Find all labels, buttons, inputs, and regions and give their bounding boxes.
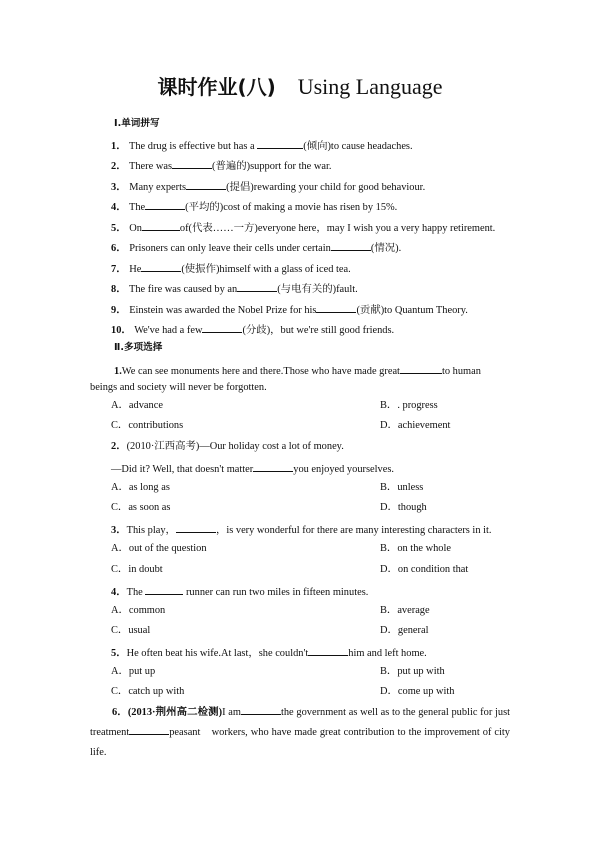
option-d[interactable]: D．achievement [380, 420, 451, 431]
option-a[interactable]: A．advance [111, 400, 163, 411]
item-text-after: (贡献)to Quantum Theory. [356, 305, 468, 316]
item-text-after: (提倡)rewarding your child for good behaviour. [226, 182, 426, 193]
option-c[interactable]: C．as soon as [111, 502, 171, 513]
item-text-before: We've had a few [134, 325, 203, 336]
item-text-before: On [129, 223, 142, 234]
item-text-before: He [129, 264, 142, 275]
option-b[interactable]: B．unless [380, 482, 424, 493]
answer-blank[interactable] [186, 178, 226, 190]
option-d[interactable]: D．come up with [380, 686, 455, 697]
question-text: This play， [126, 525, 176, 536]
answer-blank[interactable] [257, 137, 303, 149]
answer-blank[interactable] [176, 521, 216, 533]
option-c[interactable]: C．in doubt [111, 564, 163, 575]
mc-question-1-continued: beings and society will never be forgotten. [90, 382, 267, 393]
question-number: 1. [114, 366, 122, 377]
spelling-item-7 [111, 260, 351, 277]
title-chinese: 课时作业(八) [157, 75, 276, 99]
option-a[interactable]: A．out of the question [111, 543, 207, 554]
question-number: 2． [111, 441, 127, 452]
spelling-item-1 [111, 137, 413, 154]
option-b[interactable]: B．on the whole [380, 543, 451, 554]
mc-question-2-reply [111, 460, 394, 477]
item-number: 6． [111, 243, 127, 254]
answer-blank[interactable] [237, 280, 277, 292]
item-number: 4． [111, 202, 127, 213]
spelling-item-4 [111, 198, 397, 215]
item-text-before: Einstein was awarded the Nobel Prize for his [129, 305, 317, 316]
mc-question-2 [111, 440, 344, 454]
answer-blank[interactable] [331, 239, 371, 251]
question-number: 3． [111, 525, 127, 536]
item-text-before: The fire was caused by an [129, 284, 238, 295]
item-text-after: (倾向)to cause headaches. [303, 141, 413, 152]
spelling-item-5 [111, 219, 495, 236]
item-number: 10． [111, 325, 132, 336]
mc-question-6 [90, 703, 510, 763]
page-title [0, 73, 600, 101]
answer-blank[interactable] [145, 583, 183, 595]
answer-blank[interactable] [141, 260, 181, 272]
option-a[interactable]: A．as long as [111, 482, 170, 493]
spelling-item-2 [111, 157, 331, 174]
item-number: 9． [111, 305, 127, 316]
section1-heading: Ⅰ.单词拼写 [114, 118, 160, 129]
option-c[interactable]: C．contributions [111, 420, 184, 431]
mc-question-5 [111, 644, 427, 661]
spelling-item-6 [111, 239, 401, 256]
item-number: 2． [111, 161, 127, 172]
question-text: We can see monuments here and there.Those who have made great [121, 366, 400, 377]
item-text-before: There was [129, 161, 172, 172]
question-text-after: peasant workers, who have made great contribution to the improvement of city life. [90, 727, 510, 758]
option-c[interactable]: C．usual [111, 625, 151, 636]
spelling-item-3 [111, 178, 425, 195]
item-number: 8． [111, 284, 127, 295]
answer-blank[interactable] [308, 644, 348, 656]
option-b[interactable]: B．average [380, 605, 430, 616]
option-b[interactable]: B．put up with [380, 666, 445, 677]
answer-blank[interactable] [142, 219, 180, 231]
item-text-before: The drug is effective but has a [129, 141, 258, 152]
item-text-after: (平均的)cost of making a movie has risen by 15%. [185, 202, 398, 213]
item-text-after: (分歧)，but we're still good friends. [242, 325, 395, 336]
question-text: (2010·江西高考)—Our holiday cost a lot of money. [126, 441, 344, 452]
question-text-after: ，is very wonderful for there are many interesting characters in it. [215, 525, 492, 536]
mc-question-3 [111, 521, 492, 538]
question-text: —Did it? Well, that doesn't matter [111, 464, 254, 475]
answer-blank[interactable] [253, 460, 293, 472]
option-b[interactable]: B．. progress [380, 400, 438, 411]
question-text: He often beat his wife.At last，she couldn't [126, 648, 309, 659]
spelling-item-9 [111, 301, 468, 318]
item-number: 1． [111, 141, 127, 152]
answer-blank[interactable] [316, 301, 356, 313]
item-text-before: Prisoners can only leave their cells under certain [129, 243, 331, 254]
answer-blank[interactable] [241, 703, 281, 715]
question-text: I am [222, 707, 241, 718]
question-text-after: to human [441, 366, 481, 377]
answer-blank[interactable] [129, 723, 169, 735]
question-number: 4． [111, 587, 127, 598]
item-text-after: (情况). [370, 243, 402, 254]
mc-question-1 [114, 362, 481, 379]
item-text-before: Many experts [129, 182, 187, 193]
question-number: 5． [111, 648, 127, 659]
item-text-after: (普遍的)support for the war. [212, 161, 332, 172]
question-source: (2013·荆州高二检测) [127, 707, 223, 718]
question-text: The [126, 587, 143, 598]
question-text-after: him and left home. [348, 648, 427, 659]
question-number: 6． [112, 707, 128, 718]
item-number: 5． [111, 223, 127, 234]
mc-question-4 [111, 583, 368, 600]
item-text-after: of(代表……一方)everyone here，may I wish you a very happy retirement. [179, 223, 496, 234]
item-text-after: (使振作)himself with a glass of iced tea. [181, 264, 351, 275]
title-english: Using Language [297, 74, 443, 99]
option-d[interactable]: D．though [380, 502, 427, 513]
answer-blank[interactable] [400, 362, 442, 374]
spelling-item-8 [111, 280, 358, 297]
option-a[interactable]: A．put up [111, 666, 156, 677]
item-number: 7． [111, 264, 127, 275]
option-d[interactable]: D．general [380, 625, 429, 636]
answer-blank[interactable] [202, 321, 242, 333]
question-text-after: you enjoyed yourselves. [293, 464, 394, 475]
question-text-middle: the government as well as to the general public for just treatment [90, 707, 511, 738]
question-text-after: runner can run two miles in fifteen minutes. [185, 587, 369, 598]
item-text-before: The [129, 202, 146, 213]
answer-blank[interactable] [172, 157, 212, 169]
spelling-item-10 [111, 321, 394, 338]
option-c[interactable]: C．catch up with [111, 686, 185, 697]
item-text-after: (与电有关的)fault. [277, 284, 358, 295]
option-d[interactable]: D．on condition that [380, 564, 469, 575]
answer-blank[interactable] [145, 198, 185, 210]
option-a[interactable]: A．common [111, 605, 166, 616]
item-number: 3． [111, 182, 127, 193]
section2-heading: Ⅱ.多项选择 [114, 342, 163, 353]
